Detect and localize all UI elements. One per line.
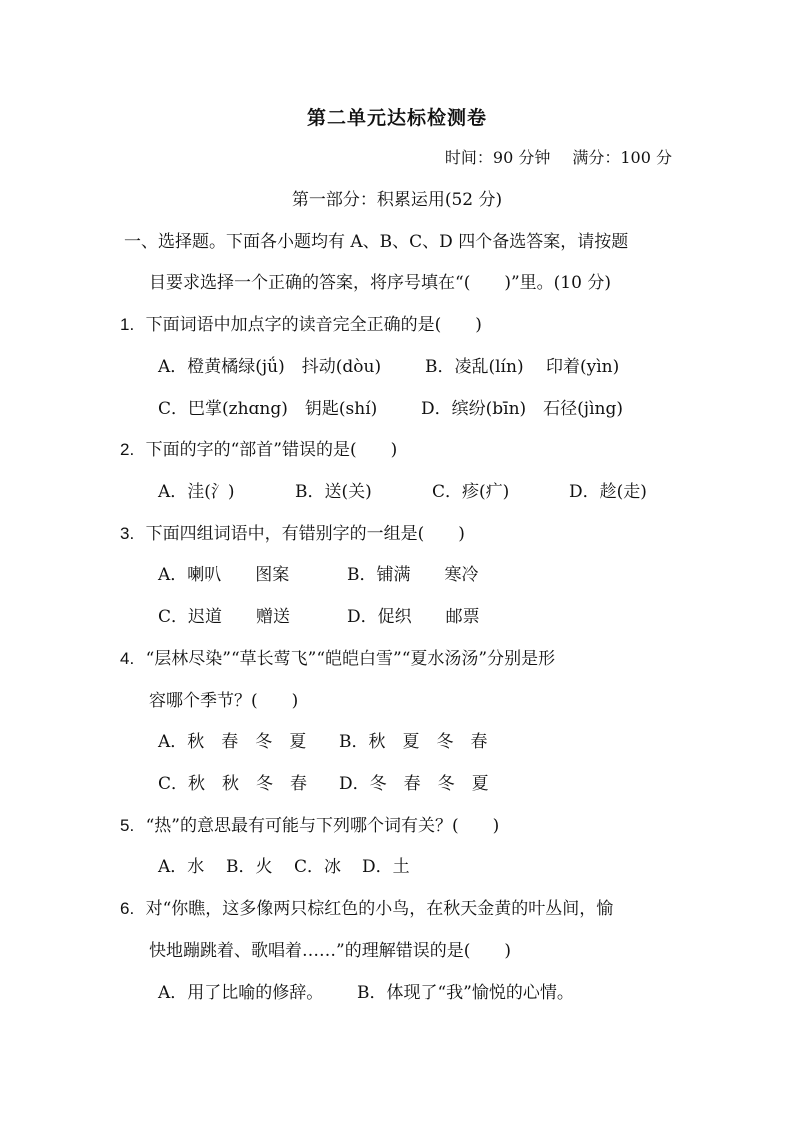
option-d: D．缤纷(bīn) 石径(jìng) bbox=[421, 399, 623, 419]
question-stem-continued: 快地蹦跳着、歌唱着……”的理解错误的是( ) bbox=[149, 941, 511, 961]
exam-title: 第二单元达标检测卷 bbox=[306, 107, 487, 129]
question-4 bbox=[120, 647, 555, 671]
question-stem: 下面四组词语中，有错别字的一组是( ) bbox=[145, 524, 465, 544]
question-stem: “层林尽染”“草长莺飞”“皑皑白雪”“夏水汤汤”分别是形 bbox=[145, 649, 556, 669]
exam-meta bbox=[445, 146, 672, 170]
question-stem-continued: 容哪个季节？( ) bbox=[149, 691, 299, 711]
option-d: D．趁(走) bbox=[569, 482, 647, 502]
option-a: A．水 bbox=[158, 857, 205, 877]
option-a: A．用了比喻的修辞。 bbox=[158, 983, 324, 1003]
question-stem: 下面词语中加点字的读音完全正确的是( ) bbox=[145, 315, 482, 335]
question-number: 1. bbox=[120, 315, 135, 334]
section-instruction-line-1: 一、选择题。下面各小题均有 A、B、C、D 四个备选答案，请按题 bbox=[124, 232, 629, 252]
question-number: 6. bbox=[120, 899, 135, 918]
option-b: B．送(关) bbox=[295, 482, 372, 502]
question-1 bbox=[120, 313, 482, 337]
question-number: 2. bbox=[120, 440, 135, 459]
option-a: A．喇叭 图案 bbox=[158, 565, 290, 585]
option-c: C．冰 bbox=[294, 857, 342, 877]
option-d: D．冬 春 冬 夏 bbox=[339, 774, 489, 794]
question-number: 4. bbox=[120, 649, 135, 668]
full-score: 满分：100 分 bbox=[572, 148, 672, 167]
option-a: A．洼(氵) bbox=[158, 482, 235, 502]
option-c: C．疹(疒) bbox=[432, 482, 510, 502]
question-stem: 下面的字的“部首”错误的是( ) bbox=[145, 440, 398, 460]
question-number: 5. bbox=[120, 816, 135, 835]
question-6 bbox=[120, 897, 613, 921]
question-stem: 对“你瞧，这多像两只棕红色的小鸟，在秋天金黄的叶丛间，愉 bbox=[145, 899, 614, 919]
option-b: B．体现了“我”愉悦的心情。 bbox=[357, 983, 574, 1003]
question-5 bbox=[120, 814, 499, 838]
time-limit: 时间：90 分钟 bbox=[444, 148, 551, 167]
option-c: C．迟道 赠送 bbox=[158, 607, 291, 627]
option-c: C．巴掌(zhɑng) 钥匙(shí) bbox=[158, 399, 378, 419]
section-instruction-line-2: 目要求选择一个正确的答案，将序号填在“( )”里。(10 分) bbox=[149, 273, 611, 293]
option-a: A．秋 春 冬 夏 bbox=[158, 732, 307, 752]
question-3 bbox=[120, 522, 465, 546]
question-number: 3. bbox=[120, 524, 135, 543]
option-d: D．促织 邮票 bbox=[347, 607, 480, 627]
question-2 bbox=[120, 438, 397, 462]
option-b: B．铺满 寒冷 bbox=[347, 565, 479, 585]
option-c: C．秋 秋 冬 春 bbox=[158, 774, 308, 794]
part-title: 第一部分：积累运用(52 分) bbox=[291, 190, 503, 210]
option-d: D．土 bbox=[362, 857, 410, 877]
option-b: B．秋 夏 冬 春 bbox=[339, 732, 488, 752]
option-a: A．橙黄橘绿(jǘ) 抖动(dòu) bbox=[158, 357, 382, 377]
option-b: B．凌乱(lín) 印着(yìn) bbox=[425, 357, 620, 377]
option-b: B．火 bbox=[226, 857, 273, 877]
question-stem: “热”的意思最有可能与下列哪个词有关？( ) bbox=[145, 816, 500, 836]
